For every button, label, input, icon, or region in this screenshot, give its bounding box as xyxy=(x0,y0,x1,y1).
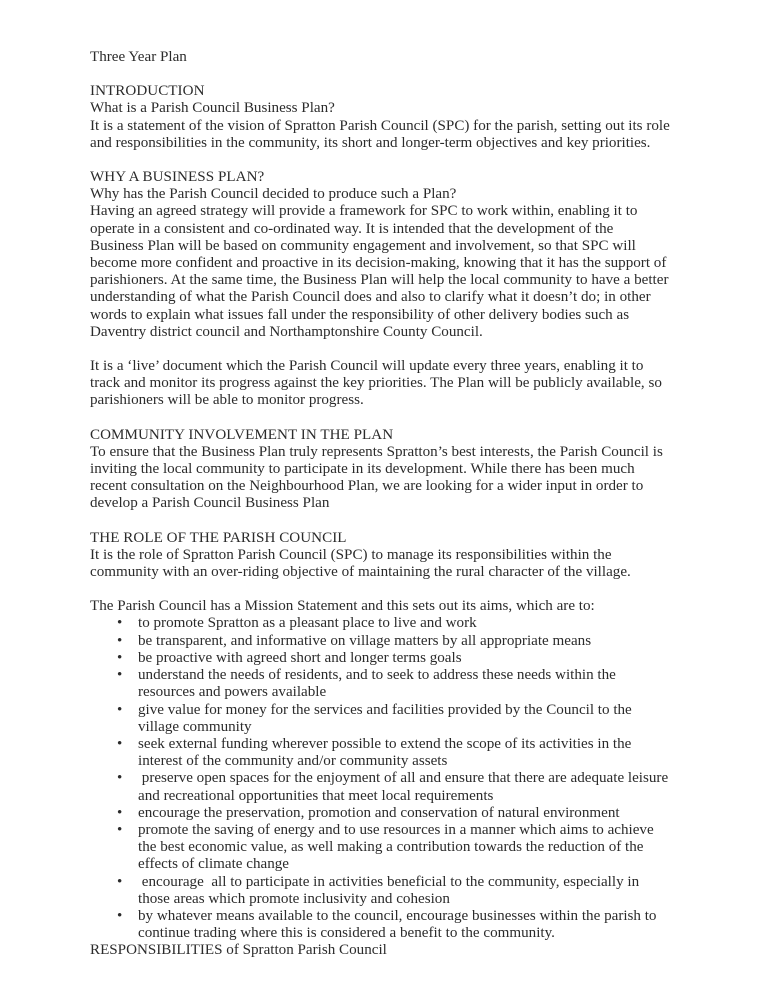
list-item xyxy=(90,667,670,701)
section-mission-statement xyxy=(90,598,670,959)
section-body-live-document: It is a ‘live’ document which the Parish Council will update every three years, enabling it to track and monitor its progress against the key priorities. The Plan will be publicly available, so parishioners will be able to monitor progress. xyxy=(90,358,662,409)
section-subheading-why-a-business-plan: Why has the Parish Council decided to produce such a Plan? xyxy=(90,186,457,203)
section-heading-why-a-business-plan: WHY A BUSINESS PLAN? xyxy=(90,169,265,186)
bullet-icon: • xyxy=(117,770,123,787)
list-item-text: promote the saving of energy and to use resources in a manner which aims to achieve the best economic value, as well making a contribution towards the reduction of the effects of climate change xyxy=(138,821,658,873)
list-item xyxy=(90,736,670,770)
section-heading-community-involvement: COMMUNITY INVOLVEMENT IN THE PLAN xyxy=(90,426,394,443)
section-body-community-involvement: To ensure that the Business Plan truly represents Spratton’s best interests, the Parish Council is inviting the local community to participate in its development. While there has been much recent consultation on the Neighbourhood Plan, we are looking for a wider input in order to develop a Parish Council Business Plan xyxy=(90,443,663,512)
list-item-text: be transparent, and informative on village matters by all appropriate means xyxy=(138,632,592,649)
document-body xyxy=(90,49,670,960)
list-item-text: be proactive with agreed short and longer terms goals xyxy=(138,649,462,666)
section-heading-role-of-parish-council: THE ROLE OF THE PARISH COUNCIL xyxy=(90,529,347,546)
section-body-why-a-business-plan: Having an agreed strategy will provide a framework for SPC to work within, enabling it to operate in a consistent and co-ordinated way. It is intended that the development of the Business Plan will be based on community engagement and involvement, so that SPC will become more confident and proactive in its decision-making, knowing that it has the support of parishioners. At the same time, the Business Plan will help the local community to have a better understanding of what the Parish Council does and also to clarify what it doesn’t do; in other words to explain what issues fall under the responsibility of other delivery bodies such as Daventry district council and Northamptonshire County Council. xyxy=(90,203,669,340)
list-item-text: encourage the preservation, promotion and conservation of natural environment xyxy=(138,804,620,821)
bullet-icon: • xyxy=(117,907,123,924)
bullet-icon: • xyxy=(117,649,123,666)
section-community-involvement xyxy=(90,427,670,513)
closing-heading-responsibilities: RESPONSIBILITIES of Spratton Parish Council xyxy=(90,942,387,959)
list-item xyxy=(90,908,670,942)
section-heading-introduction: INTRODUCTION xyxy=(90,83,205,100)
list-item xyxy=(90,650,670,667)
section-subheading-introduction: What is a Parish Council Business Plan? xyxy=(90,100,335,117)
section-role-of-parish-council xyxy=(90,530,670,582)
list-item-text: give value for money for the services and facilities provided by the Council to the village community xyxy=(138,701,636,735)
list-item xyxy=(90,702,670,736)
list-item-text: to promote Spratton as a pleasant place to live and work xyxy=(138,615,477,632)
bullet-icon: • xyxy=(117,735,123,752)
list-item-text: preserve open spaces for the enjoyment of all and ensure that there are adequate leisure and recreational opportunities that meet local requirements xyxy=(138,770,672,804)
mission-statement-intro: The Parish Council has a Mission Statement and this sets out its aims, which are to: xyxy=(90,598,595,615)
list-item-text: encourage all to participate in activities beneficial to the community, especially in those areas which promote inclusivity and cohesion xyxy=(138,873,643,907)
document-title: Three Year Plan xyxy=(90,49,187,65)
list-item xyxy=(90,822,670,874)
list-item xyxy=(90,615,670,632)
list-item xyxy=(90,805,670,822)
bullet-icon: • xyxy=(117,632,123,649)
list-item-text: by whatever means available to the council, encourage businesses within the parish to continue trading where this is considered a benefit to the community. xyxy=(138,907,661,942)
list-item xyxy=(90,874,670,908)
bullet-icon: • xyxy=(117,667,123,684)
section-body-introduction: It is a statement of the vision of Spratton Parish Council (SPC) for the parish, setting out its role and responsibilities in the community, its short and longer-term objectives and key priorities. xyxy=(90,117,670,151)
bullet-icon: • xyxy=(117,701,123,718)
mission-aims-list xyxy=(90,615,670,942)
list-item xyxy=(90,770,670,804)
bullet-icon: • xyxy=(117,821,123,838)
section-body-role-of-parish-council: It is the role of Spratton Parish Council (SPC) to manage its responsibilities within the community with an over-riding objective of maintaining the rural character of the village. xyxy=(90,546,631,581)
list-item-text: seek external funding wherever possible to extend the scope of its activities in the interest of the community and/or community assets xyxy=(138,735,636,770)
list-item-text: understand the needs of residents, and to seek to address these needs within the resources and powers available xyxy=(138,667,620,701)
bullet-icon: • xyxy=(117,873,123,890)
section-introduction xyxy=(90,83,670,152)
list-item xyxy=(90,633,670,650)
bullet-icon: • xyxy=(117,804,123,821)
section-live-document xyxy=(90,358,670,410)
bullet-icon: • xyxy=(117,615,123,632)
section-why-a-business-plan xyxy=(90,169,670,341)
